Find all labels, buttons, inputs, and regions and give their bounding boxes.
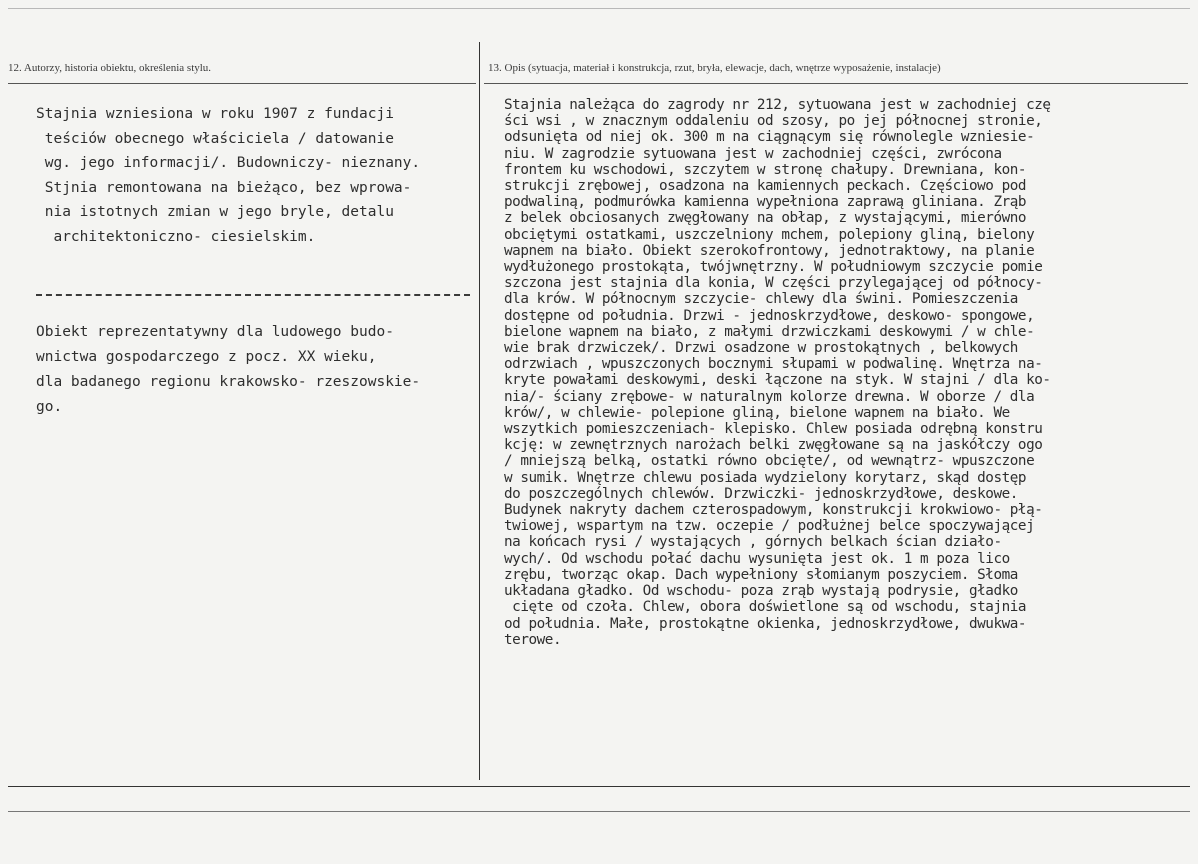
text-line: Budynek nakryty dachem czterospadowym, konstrukcji krokwiowo- płą- <box>504 502 1043 519</box>
text-line: Stjnia remontowana na bieżąco, bez wprowa- <box>36 179 412 196</box>
text-line: Stajnia należąca do zagrody nr 212, sytuowana jest w zachodniej czę <box>504 97 1051 113</box>
text-line: nia istotnych zmian w jego bryle, detalu <box>36 204 394 220</box>
text-line: układana gładko. Od wschodu- poza zrąb wystają podrysie, gładko <box>504 583 1018 600</box>
text-line: do poszczególnych chlewów. Drzwiczki- jednoskrzydłowe, deskowe. <box>504 485 1018 502</box>
text-line: dla krów. W północnym szczycie- chlewy dla świni. Pomieszczenia <box>504 291 1018 308</box>
text-line: teściów obecnego właściciela / datowanie <box>36 130 394 147</box>
text-line: wg. jego informacji/. Budowniczy- nieznany. <box>36 155 421 171</box>
text-line: na końcach rysi / wystających , górnych belkach ścian działo- <box>504 534 1002 551</box>
significance-text <box>36 320 420 420</box>
left-heading-rule <box>8 83 476 84</box>
text-line: zrębu, tworząc okap. Dach wypełniony słomianym poszyciem. Słoma <box>504 566 1018 583</box>
section-12-heading: 12. Autorzy, historia obiektu, określenia stylu. <box>8 62 212 74</box>
text-line: Obiekt reprezentatywny dla ludowego budo- <box>36 324 394 340</box>
text-line: wie brak drzwiczek/. Drzwi osadzone w prostokątnych , belkowych <box>504 340 1018 357</box>
text-line: dla badanego regionu krakowsko- rzeszowskie- <box>36 374 421 390</box>
text-line: podwaliną, podmurówka kamienna wypełniona zaprawą gliniana. Zrąb <box>504 194 1027 211</box>
text-line: kcję: w zewnętrznych narożach belki zwęgłowane są na jaskółczy ogo <box>504 437 1043 454</box>
text-line: wnictwa gospodarczego z pocz. XX wieku, <box>36 349 377 365</box>
text-line: wapnem na biało. Obiekt szerokofrontowy, jednotraktowy, na planie <box>504 242 1035 259</box>
text-line: frontem ku wschodowi, szczytem w stronę chałupy. Drewniana, kon- <box>504 161 1027 178</box>
text-line: obciętymi ostatkami, uszczelniony mchem, polepiony gliną, bielony <box>504 226 1035 243</box>
authors-history-text <box>36 102 420 249</box>
text-line: w sumik. Wnętrze chlewu posiada wydzielony korytarz, skąd dostęp <box>504 469 1027 486</box>
text-line: twiowej, wspartym na tzw. oczepie / podłużnej belce spoczywającej <box>504 518 1035 535</box>
text-line: dostępne od południa. Drzwi - jednoskrzydłowe, deskowo- spongowe, <box>504 307 1035 324</box>
text-line: wych/. Od wschodu połać dachu wysunięta jest ok. 1 m poza lico <box>504 550 1010 567</box>
text-line: od południa. Małe, prostokątne okienka, jednoskrzydłowe, dwukwa- <box>504 615 1027 632</box>
text-line: nia/- ściany zrębowe- w naturalnym kolorze drewna. W oborze / dla <box>504 388 1035 405</box>
text-line: odsunięta od niej ok. 300 m na ciągnącym się równolegle wzniesie- <box>504 129 1035 146</box>
text-line: bielone wapnem na biało, z małymi drzwiczkami deskowymi / w chle- <box>504 323 1035 340</box>
text-line: wszytkich pomieszczeniach- klepisko. Chlew posiada odrębną konstru <box>504 421 1043 438</box>
text-line: terowe. <box>504 631 562 648</box>
text-line: architektoniczno- ciesielskim. <box>36 228 316 245</box>
dashed-separator <box>36 294 470 296</box>
text-line: krów/, w chlewie- polepione gliną, bielone wapnem na biało. We <box>504 404 1010 421</box>
description-text <box>504 97 1051 648</box>
section-13-heading: 13. Opis (sytuacja, materiał i konstrukcja, rzut, bryła, elewacje, dach, wnętrze wyposażenie, instalacje) <box>488 62 941 74</box>
right-heading-rule <box>484 83 1188 84</box>
column-divider <box>479 42 480 780</box>
text-line: ści wsi , w znacznym oddaleniu od szosy, po jej północnej stronie, <box>504 113 1043 130</box>
text-line: niu. W zagrodzie sytuowana jest w zachodniej części, zwrócona <box>504 145 1002 162</box>
bottom-border-line-lower <box>8 811 1190 812</box>
text-line: odrzwiach , wpuszczonych bocznymi słupami w podwalinę. Wnętrza na- <box>504 356 1043 373</box>
text-line: go. <box>36 399 63 415</box>
text-line: wydłużonego prostokąta, twójwnętrzny. W południowym szczycie pomie <box>504 259 1043 276</box>
text-line: strukcji zrębowej, osadzona na kamiennych peckach. Częściowo pod <box>504 178 1027 195</box>
text-line: Stajnia wzniesiona w roku 1907 z fundacji <box>36 106 394 122</box>
text-line: cięte od czoła. Chlew, obora doświetlone są od wschodu, stajnia <box>504 599 1027 616</box>
bottom-border-line <box>8 786 1190 787</box>
text-line: szczona jest stajnia dla konia, W części przylegającej od północy- <box>504 275 1043 292</box>
top-border-line <box>8 8 1190 9</box>
text-line: z belek obciosanych zwęgłowany na obłap, z wystającymi, mierówno <box>504 210 1027 227</box>
text-line: kryte powałami deskowymi, deski łączone na styk. W stajni / dla ko- <box>504 372 1051 389</box>
text-line: / mniejszą belką, ostatki równo obcięte/, od wewnątrz- wpuszczone <box>504 453 1035 470</box>
